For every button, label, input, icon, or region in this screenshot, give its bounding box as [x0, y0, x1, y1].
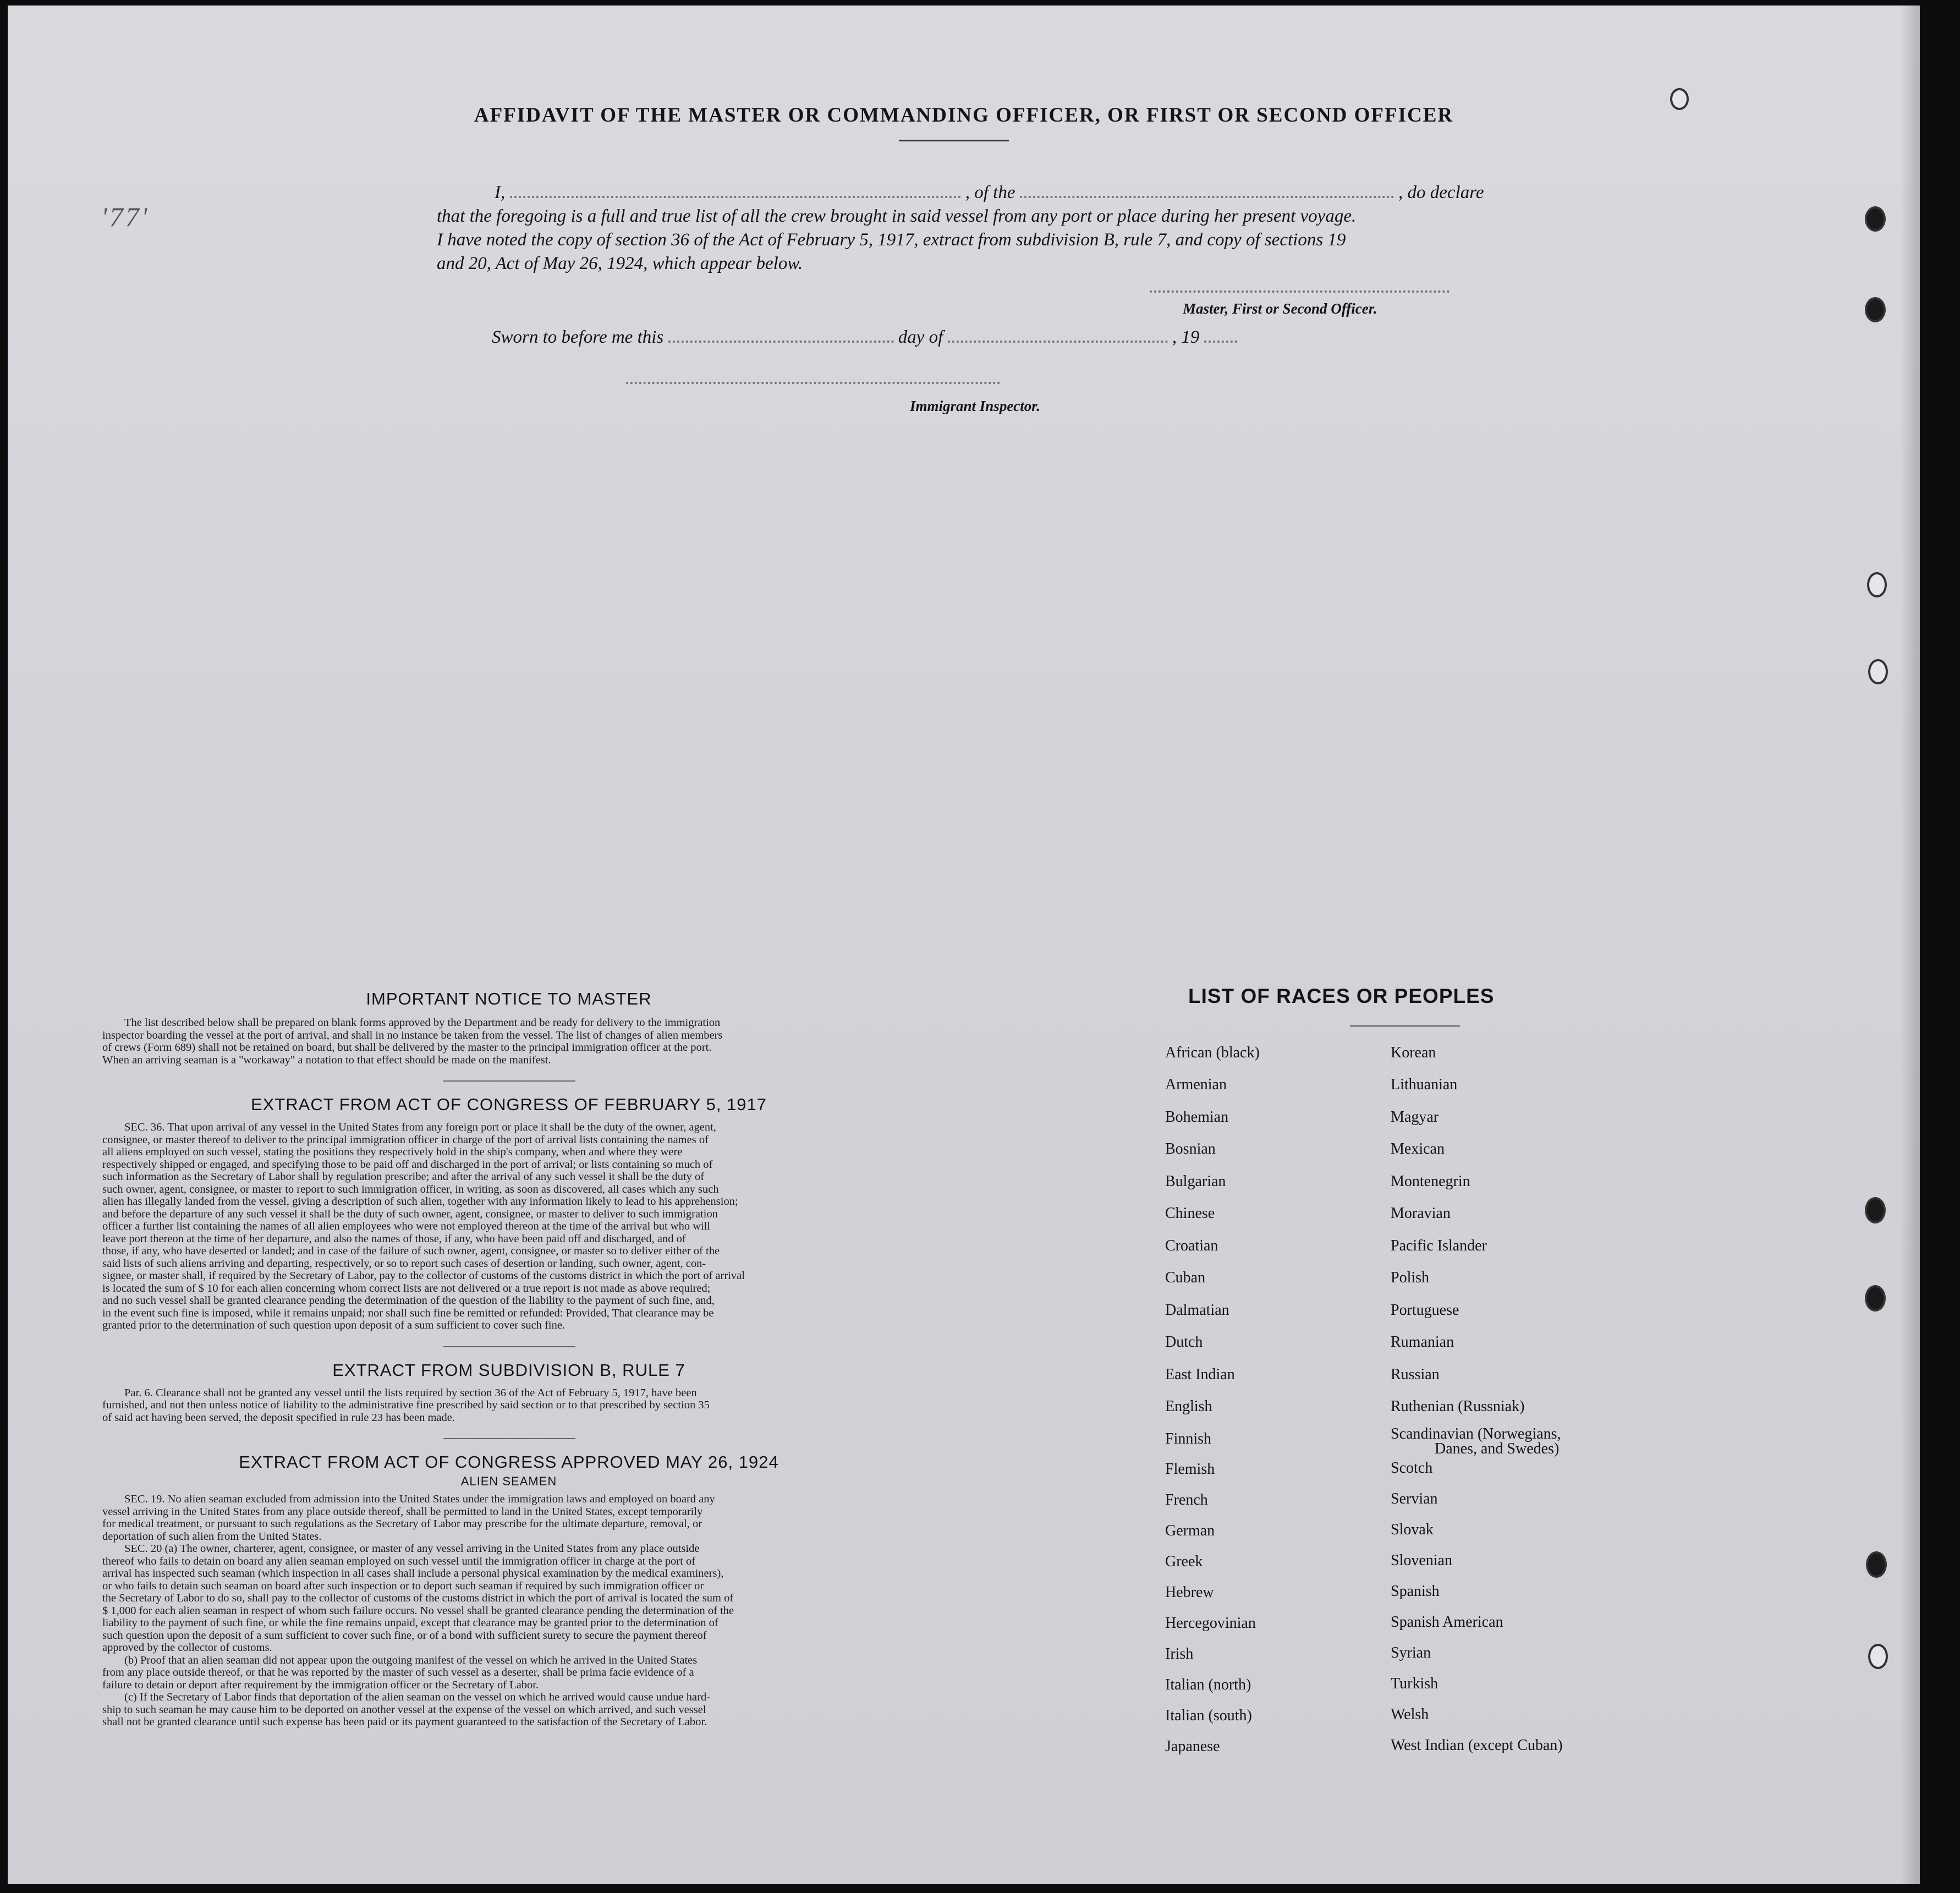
race-item: French — [1165, 1491, 1208, 1508]
extract-1917-line: alien has illegally landed from the vessel, giving a description of such alien, together with any information likely to lead to his apprehension; — [102, 1195, 738, 1208]
inspector-signature-line[interactable] — [626, 382, 1000, 384]
extract-1917-line: such information as the Secretary of Labor shall by regulation prescribe; and after the arrival of any such vessel it shall be the duty of — [102, 1171, 705, 1183]
year-label: , 19 — [1172, 327, 1200, 347]
punch-hole — [1867, 572, 1887, 597]
affidavit-title: AFFIDAVIT OF THE MASTER OR COMMANDING OFFICER, OR FIRST OR SECOND OFFICER — [474, 104, 1454, 127]
extract-1924-line: approved by the collector of customs. — [102, 1642, 272, 1654]
race-item: Slovak — [1391, 1521, 1434, 1538]
race-item: African (black) — [1165, 1044, 1260, 1061]
race-item: German — [1165, 1522, 1215, 1539]
race-item: Polish — [1391, 1269, 1430, 1286]
race-item: West Indian (except Cuban) — [1391, 1737, 1563, 1754]
extract-1924-title: EXTRACT FROM ACT OF CONGRESS APPROVED MAY 26, 1924 — [239, 1452, 779, 1472]
punch-hole — [1670, 88, 1689, 110]
race-item: Welsh — [1391, 1706, 1429, 1723]
section-divider — [443, 1438, 575, 1439]
extract-1924-line: thereof who fails to detain on board any alien seaman employed on such vessel until the immigration officer in charge at the port of — [102, 1555, 696, 1567]
master-signature-label: Master, First or Second Officer. — [1183, 300, 1377, 317]
race-item: Flemish — [1165, 1461, 1215, 1478]
notice-line: When an arriving seaman is a "workaway" a notation to that effect should be made on the manifest. — [102, 1054, 551, 1066]
race-item: Montenegrin — [1391, 1173, 1470, 1190]
page-edge-shadow — [1900, 6, 1920, 1884]
race-item: Croatian — [1165, 1237, 1218, 1254]
extract-1924-line: vessel arriving in the United States from any place outside thereof, shall be permitted to land in the United States, except temporarily — [102, 1505, 703, 1518]
race-item: Russian — [1391, 1366, 1440, 1383]
race-item: Danes, and Swedes) — [1435, 1440, 1560, 1457]
extract-1917-line: granted prior to the determination of such question upon deposit of a sum sufficient to cover such fine. — [102, 1319, 566, 1331]
sworn-label: Sworn to before me this — [492, 327, 664, 347]
race-item: Hercegovinian — [1165, 1615, 1256, 1632]
extract-1924-line: ship to such seaman he may cause him to be deported on another vessel at the expense of the vessel on which arrived, and such vessel — [102, 1703, 706, 1716]
extract-1924-line: $ 1,000 for each alien seaman in respect of whom such failure occurs. No vessel shall be granted clearance pending the determination of the — [102, 1604, 734, 1617]
punch-hole — [1865, 1285, 1886, 1312]
race-item: Scandinavian (Norwegians, — [1391, 1425, 1561, 1442]
race-item: Bohemian — [1165, 1109, 1229, 1126]
extract-1917-line: those, if any, who have deserted or landed; and in case of the failure of such owner, agent, consignee, or master so to deliver either of the — [102, 1245, 720, 1257]
extract-1917-line: consignee, or master thereof to deliver to the principal immigration officer in charge of the port of arrival lists containing the names of — [102, 1133, 709, 1146]
extract-1924-line: such question upon the deposit of a sum sufficient to cover such fine, or of a bond with sufficient surety to secure the payment thereof — [102, 1629, 707, 1642]
race-item: Finnish — [1165, 1430, 1212, 1447]
margin-note: '77' — [101, 201, 150, 232]
notice-line: The list described below shall be prepared on blank forms approved by the Department and be ready for delivery to the immigration — [124, 1017, 721, 1029]
race-item: Italian (south) — [1165, 1707, 1252, 1724]
extract-1917-line: and no such vessel shall be granted clearance pending the determination of the question of the liability to the payment of such fine, and, — [102, 1294, 715, 1307]
extract-1924-line: (c) If the Secretary of Labor finds that deportation of the alien seaman on the vessel on which he arrived would cause undue hard- — [124, 1691, 711, 1703]
punch-hole — [1865, 297, 1886, 322]
race-item: Japanese — [1165, 1738, 1220, 1755]
sworn-month-field[interactable] — [948, 341, 1168, 343]
sworn-year-field[interactable] — [1204, 341, 1237, 343]
extract-1917-line: respectively shipped or engaged, and specifying those to be paid off and discharged in the port of arrival; or lists containing so much of — [102, 1158, 713, 1171]
race-item: Lithuanian — [1391, 1076, 1458, 1093]
race-item: Chinese — [1165, 1205, 1215, 1222]
race-item: Spanish American — [1391, 1614, 1503, 1631]
race-item: Scotch — [1391, 1459, 1433, 1477]
extract-1917-line: said lists of such aliens arriving and departing, respectively, or so to report such cases of desertion or landing, such owner, agent, con- — [102, 1257, 706, 1270]
race-item: Ruthenian (Russniak) — [1391, 1398, 1525, 1415]
vessel-field[interactable] — [1020, 196, 1394, 198]
race-item: Portuguese — [1391, 1302, 1459, 1319]
race-item: Slovenian — [1391, 1552, 1452, 1569]
extract-rule7-line: of said act having been served, the deposit specified in rule 23 has been made. — [102, 1411, 455, 1424]
extract-1924-line: (b) Proof that an alien seaman did not appear upon the outgoing manifest of the vessel on which he arrived in the United States — [124, 1654, 698, 1666]
i-label: I, — [495, 183, 506, 202]
of-the-label: , of the — [965, 183, 1015, 202]
affidavit-line-2: that the foregoing is a full and true list of all the crew brought in said vessel from any port or place during her present voyage. — [437, 206, 1357, 226]
punch-hole — [1868, 659, 1888, 684]
race-item: Greek — [1165, 1553, 1203, 1570]
extract-1917-line: SEC. 36. That upon arrival of any vessel in the United States from any foreign port or place it shall be the duty of the owner, agent, — [124, 1121, 716, 1133]
master-signature-line[interactable] — [1150, 290, 1450, 293]
section-divider — [443, 1080, 575, 1082]
race-item: Hebrew — [1165, 1584, 1214, 1601]
notice-line: of crews (Form 689) shall not be retained on board, but shall be delivered by the master to the principal immigration officer at the port. — [102, 1041, 712, 1054]
extract-rule7-line: Par. 6. Clearance shall not be granted any vessel until the lists required by section 36 of the Act of February 5, 1917, have been — [124, 1386, 697, 1399]
extract-1924-line: SEC. 20 (a) The owner, charterer, agent, consignee, or master of any vessel arriving in the United States from any place outside — [124, 1543, 700, 1555]
race-item: Turkish — [1391, 1675, 1439, 1692]
inspector-label: Immigrant Inspector. — [910, 398, 1041, 414]
extract-1924-subtitle: ALIEN SEAMEN — [460, 1474, 557, 1488]
extract-1924-line: or who fails to detain such seaman on board after such inspection or to deport such seaman if required by such immigration officer or — [102, 1579, 704, 1592]
extract-1924-line: liability to the payment of such fine, or while the fine remains unpaid, except that clearance may be granted prior to the determination of — [102, 1617, 718, 1629]
affidavit-line-1 — [495, 183, 1484, 203]
races-title: LIST OF RACES OR PEOPLES — [1188, 985, 1495, 1007]
extract-1917-line: is located the sum of $ 10 for each alien concerning whom correct lists are not delivered or a true report is not made as above required; — [102, 1282, 711, 1294]
race-item: Mexican — [1391, 1140, 1445, 1157]
race-item: Moravian — [1391, 1205, 1451, 1222]
extract-1924-line: arrival has inspected such seaman (which inspection in all cases shall include a personal physical examination by the medical examiners), — [102, 1567, 724, 1579]
notice-line: inspector boarding the vessel at the port of arrival, and shall in no instance be taken from the vessel. The list of changes of alien members — [102, 1029, 723, 1041]
race-item: Rumanian — [1391, 1334, 1454, 1351]
race-item: Dalmatian — [1165, 1302, 1229, 1319]
punch-hole — [1868, 1644, 1888, 1669]
extract-1924-line: the Secretary of Labor to do so, shall pay to the collector of customs of the customs district in which the port of arrival is located the sum of — [102, 1592, 734, 1604]
race-item: East Indian — [1165, 1366, 1235, 1383]
extract-1917-line: such owner, agent, consignee, or master to report to such immigration officer, in writing, as soon as discovered, all cases which any such — [102, 1183, 719, 1195]
affidavit-line-3: I have noted the copy of section 36 of the Act of February 5, 1917, extract from subdivision B, rule 7, and copy of sections 19 — [437, 230, 1346, 250]
notice-body — [102, 1017, 915, 1066]
punch-hole — [1865, 206, 1886, 232]
extract-rule7-body — [102, 1387, 915, 1424]
sworn-line — [492, 327, 1237, 348]
extract-1917-line: signee, or master shall, if required by the Secretary of Labor, pay to the collector of customs of the customs district in which the port of arrival — [102, 1270, 745, 1282]
title-rule — [899, 140, 1009, 141]
extract-1924-line: failure to detain or deport after requirement by the immigration officer or the Secretary of Labor. — [102, 1678, 539, 1691]
races-title-rule — [1350, 1025, 1460, 1027]
race-item: Syrian — [1391, 1644, 1431, 1661]
race-item: Bulgarian — [1165, 1173, 1226, 1190]
extract-1924-line: from any place outside thereof, or that he was reported by the master of such vessel as a deserter, shall be prima facie evidence of a — [102, 1666, 694, 1678]
extract-1924-body — [102, 1493, 915, 1729]
race-item: Spanish — [1391, 1583, 1440, 1600]
race-item: Armenian — [1165, 1076, 1227, 1093]
race-item: Bosnian — [1165, 1140, 1216, 1157]
race-item: Pacific Islander — [1391, 1237, 1487, 1254]
extract-1924-line: shall not be granted clearance until such expense has been paid or its payment guaranteed to the satisfaction of the Secretary of Labor. — [102, 1716, 707, 1728]
extract-1917-line: and before the departure of any such vessel it shall be the duty of such owner, agent, consignee, or master to deliver to such immigration — [102, 1208, 718, 1220]
punch-hole — [1866, 1551, 1887, 1578]
do-declare-label: , do declare — [1398, 183, 1484, 202]
race-item: Korean — [1391, 1044, 1436, 1061]
race-item: Servian — [1391, 1490, 1438, 1507]
extract-rule7-line: furnished, and not then unless notice of liability to the administrative fine prescribed by said section or to that prescribed by section 35 — [102, 1399, 710, 1411]
race-item: English — [1165, 1398, 1212, 1415]
extract-1924-line: deportation of such alien from the United States. — [102, 1530, 322, 1543]
sworn-day-field[interactable] — [668, 341, 894, 343]
extract-1917-title: EXTRACT FROM ACT OF CONGRESS OF FEBRUARY 5, 1917 — [250, 1095, 767, 1114]
extract-1917-line: officer a further list containing the names of all alien employees who were not employed thereon at the time of the arrival but who will — [102, 1220, 711, 1232]
notice-title: IMPORTANT NOTICE TO MASTER — [366, 989, 652, 1008]
extract-1917-line: leave port thereon at the time of her departure, and also the names of those, if any, who have been paid off and discharged, and of — [102, 1232, 686, 1245]
race-item: Dutch — [1165, 1334, 1203, 1351]
extract-1917-line: all aliens employed on such vessel, stating the positions they respectively hold in the ship's company, when and where they were — [102, 1146, 683, 1158]
extract-1924-line: SEC. 19. No alien seaman excluded from admission into the United States under the immigration laws and employed on board any — [124, 1493, 715, 1505]
day-of-label: day of — [898, 327, 943, 347]
race-item: Irish — [1165, 1645, 1194, 1662]
race-item: Magyar — [1391, 1109, 1439, 1126]
section-divider — [443, 1346, 575, 1347]
notice-column — [102, 989, 915, 1729]
document-page — [8, 6, 1920, 1884]
punch-hole — [1865, 1197, 1886, 1223]
extract-1917-body — [102, 1121, 915, 1332]
race-item: Cuban — [1165, 1269, 1206, 1286]
affidavit-line-4: and 20, Act of May 26, 1924, which appear below. — [437, 254, 803, 273]
name-field[interactable] — [510, 196, 961, 198]
race-item: Italian (north) — [1165, 1676, 1251, 1693]
extract-1917-line: in the event such fine is imposed, while it remains unpaid; nor shall such fine be remitted or refunded: Provided, That clearance may be — [102, 1307, 714, 1319]
extract-1924-line: for medical treatment, or pursuant to such regulations as the Secretary of Labor may prescribe for the ultimate departure, removal, or — [102, 1518, 702, 1530]
extract-rule7-title: EXTRACT FROM SUBDIVISION B, RULE 7 — [332, 1360, 685, 1380]
